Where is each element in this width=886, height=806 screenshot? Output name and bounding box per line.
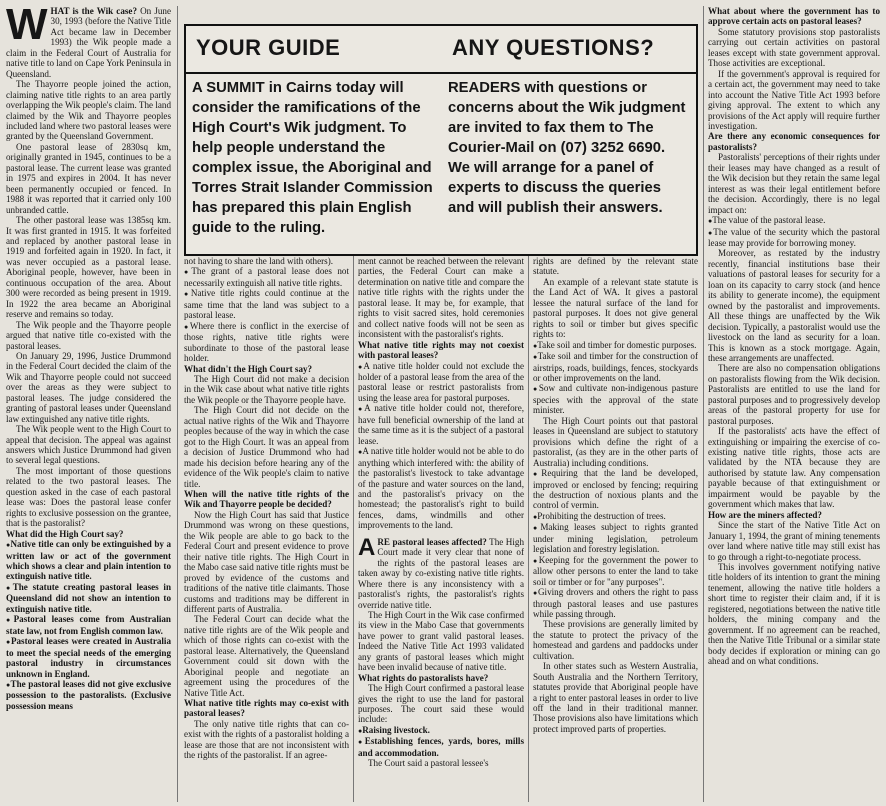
- paragraph: Since the start of the Native Title Act on January 1, 1994, the grant of mining tenements over land where native title may still exist has to go through a right-to-negotiate process.: [708, 520, 880, 562]
- bullet-item: ● Where there is conflict in the exercise of those rights, native title rights were subordinate to those of the pastoral lease holder.: [184, 321, 349, 364]
- bullet-item: ● Prohibiting the destruction of trees.: [533, 511, 698, 522]
- bullet-item: ● The statute creating pastoral leases in Queensland did not show an intention to extinguish native title.: [6, 582, 171, 614]
- paragraph: rights are defined by the relevant state statute.: [533, 256, 698, 277]
- paragraph: The Wik people went to the High Court to appeal that decision. The appeal was against answers which Justice Drummond had given to several legal questions.: [6, 424, 171, 466]
- bullet-item: ● Take soil and timber for the construction of airstrips, roads, buildings, fences, stockyards or other improvements on the land.: [533, 351, 698, 383]
- paragraph: The High Court confirmed a pastoral lease gives the right to use the land for pastoral purposes. The court said these would include:: [358, 683, 524, 725]
- paragraph: Moreover, as restated by the industry recently, financial institutions base their valuations of pastoral leases for security for a loan on its capacity to carry stock (and hence its ability to generate income), the equipment owned by the pastoralist and improvements. All these things are unaffected by the Wik decision. Typically, a pastoralist would use the livestock on the land as security for a loan. This is known as a stock mortgage. Again, these arrangements are unaffected.: [708, 248, 880, 363]
- paragraph: The Court said a pastoral lessee's: [368, 758, 489, 769]
- article-column-3: [358, 256, 524, 804]
- column-divider: [528, 256, 529, 802]
- paragraph: These provisions are generally limited by the statute to protect the privacy of the homestead and gardens and paddocks under cultivation.: [533, 619, 698, 661]
- section-heading: RE pastoral leases affected?: [377, 536, 487, 547]
- column-divider: [177, 6, 178, 802]
- paragraph: This involves government notifying native title holders of its intention to grant the mining tenement, allowing the native title holders a short time to register their claim and, if it is registered, negotiations between the native title holders, the mining company and the government. If no agreement can be reached, then the Native Title Tribunal or a similar state body decides if exploration or mining can go ahead and on what conditions.: [708, 562, 880, 667]
- bullet-item: ● The value of the security which the pastoral lease may provide for borrowing money.: [708, 227, 880, 249]
- guide-lead-text: A SUMMIT in Cairns today will consider the ramifications of the High Court's Wik judgment. To help people understand the complex issue, the Aboriginal and Torres Strait Islander Commission has prepared this plain English guide to the ruling.: [192, 80, 433, 236]
- section-heading: Are there any economic consequences for pastoralists?: [708, 131, 880, 152]
- section-heading: When will the native title rights of the Wik and Thayorre people be decided?: [184, 488, 349, 510]
- bullet-item: ● The grant of a pastoral lease does not necessarily extinguish all native title rights.: [184, 266, 349, 288]
- article-column-4: [533, 256, 698, 804]
- article-column-5: [708, 6, 880, 804]
- heading-rule: [186, 72, 696, 74]
- paragraph: The High Court made it very clear that none of the rights of the pastoral leases are taken away by co-existing native title rights. Where there is any inconsistency with a pastoralist's rights, the pastoralist's rights override native title.: [358, 536, 524, 610]
- section-heading: What did the High Court say?: [6, 528, 124, 539]
- questions-heading: ANY QUESTIONS?: [452, 35, 655, 60]
- paragraph: not having to share the land with others).: [184, 256, 334, 266]
- bullet-item: ● Establishing fences, yards, bores, mills and accommodation.: [358, 736, 524, 758]
- bullet-item: ● Pastoral leases come from Australian state law, not from English common law.: [6, 614, 171, 636]
- section-heading: What rights do pastoralists have?: [358, 672, 489, 683]
- paragraph: The High Court points out that pastoral leases in Queensland are subject to statutory provisions which define the right of a pastoralist, (as they are in the other parts of Australia) including conditions.: [533, 415, 698, 468]
- guide-heading: YOUR GUIDE: [196, 35, 341, 60]
- column-divider: [353, 256, 354, 802]
- article-column-2: [184, 256, 349, 804]
- bullet-item: ● Pastoral leases were created in Australia to meet the special needs of the emerging pastoral industry in circumstances unknown in England.: [6, 636, 171, 679]
- section-heading: What about where the government has to approve certain acts on pastoral leases?: [708, 6, 880, 27]
- bullet-item: ● Making leases subject to rights granted under mining legislation, petroleum legislation and forestry legislation.: [533, 522, 698, 554]
- paragraph: Some statutory provisions stop pastoralists carrying out certain activities on pastoral leases except with state government approval. Those activities are exceptional.: [708, 26, 880, 69]
- paragraph: The most important of those questions related to the two pastoral leases. The question asked in the case of each pastoral lease was: Does the pastoral lease confer rights to exclusive possession on the grantee, that is the pastoralist?: [6, 465, 171, 529]
- paragraph: The High Court in the Wik case confirmed its view in the Mabo Case that governments have power to grant valid pastoral leases. Indeed the Native Title Act 1993 validated any grants of pastoral leases which might have been invalid because of native title.: [358, 609, 524, 673]
- section-heading: What native title rights may not coexist with pastoral leases?: [358, 339, 524, 361]
- article-column-1: [6, 6, 171, 804]
- paragraph: The Federal Court can decide what the native title rights are of the Wik people and which of those rights can co-exist with the pastoral lease. Alternatively, the Queensland Government could sit down with the Aboriginal people and negotiate an agreement using the procedures of the Native Title Act.: [184, 614, 349, 698]
- paragraph: The High Court did not make a decision in the Wik case about what native title rights the Wik people or the Thayorre people have.: [184, 373, 349, 405]
- bullet-item: ● A native title holder could not exclude the holder of a pastoral lease from the area of the pastoral lease or restrict pastoralists from using the lease area for pastoral purposes.: [358, 361, 524, 404]
- paragraph: Pastoralists' perceptions of their rights under their leases may have changed as a result of the Wik decision but they retain the same legal interest as was their legal entitlement before the decision. Accordingly, there is no legal impact on:: [708, 152, 880, 215]
- paragraph: The only native title rights that can co-exist with the rights of a pastoralist holding a lease are those that are not inconsistent with the rights of the pastoralist. If an agree-: [184, 718, 349, 761]
- paragraph: On January 29, 1996, Justice Drummond in the Federal Court decided the claim of the Wik and Thayorre people could not succeed over the areas as they were subject to pastoral leases. The judge considered the granting of pastoral leases under Queensland law extinguished any native title rights.: [6, 350, 171, 424]
- guide-box: [184, 24, 698, 256]
- section-heading: HAT is the Wik case?: [50, 6, 138, 16]
- paragraph: One pastoral lease of 2830sq km, originally granted in 1945, continues to be a pastoral lease. The current lease was granted in 1975 and expires in 2004. It has never been permanently occupied or fenced. In 1988 it was reported that it carried only 100 unbranded cattle.: [6, 141, 171, 215]
- paragraph: ment cannot be reached between the relevant parties, the Federal Court can make a determination on native title and compare the native title rights with the rights under the pastoral lease. It may be, for example, that rights to visit sacred sites, hold ceremonies and collect native foods will not be seen as inconsistent with the pastoralist's rights.: [358, 256, 524, 340]
- questions-lead-text: READERS with questions or concerns about the Wik judgment are invited to fax them to The Courier-Mail on (07) 3252 6690. We will arrange for a panel of experts to discuss the queries and will publish their answers.: [448, 80, 686, 216]
- section-heading: What native title rights may co-exist with pastoral leases?: [184, 698, 349, 719]
- bullet-item: ● Raising livestock.: [358, 725, 524, 736]
- drop-cap-a: A: [358, 533, 376, 561]
- paragraph: The other pastoral lease was 1385sq km. It was first granted in 1915. It was forfeited and replaced by another pastoral lease in 1919 and forfeited again in 1920. In fact, it was never occupied as a pastoral lease. Aboriginal people, however, have been in continuous occupation of the area. About 300 were recorded as being present in 1919. In 1922 the area became an Aboriginal reserve and remains so today.: [6, 215, 171, 320]
- paragraph: The Wik people and the Thayorre people argued that native title co-existed with the pastoral leases.: [6, 319, 171, 351]
- bullet-item: ● A native title holder could not, therefore, have full beneficial ownership of the land at the same time as it is the subject of a pastoral lease.: [358, 403, 524, 446]
- paragraph: An example of a relevant state statute is the Land Act of WA. It gives a pastoral lessee the natural surface of the land for pastoral purposes. It does not give general rights to soil or timber but gives specific rights to:: [533, 276, 698, 340]
- paragraph: If the pastoralists' acts have the effect of extinguishing or impairing the exercise of co-existing native title rights, those acts are validated by the NTA because they are authorised by statute law. Any compensation payable because of that extinguishment or impairment would be payable by the government which makes that law.: [708, 426, 880, 510]
- bullet-item: ● A native title holder would not be able to do anything which interfered with: the ability of the pastoralist's livestock to take advantage of the pasture and water sources on the land, and the pastoralist's privacy on the homestead; the pastoralist's right to build fences, dams, windmills and other improvements to the land.: [358, 446, 524, 531]
- paragraph: The Thayorre people joined the action, claiming native title rights to an area partly overlapping the Wik people's claim. The land claimed by the Wik and Thayorre peoples included land where two pastoral leases were granted by the Queensland Government.: [6, 79, 171, 142]
- section-heading: What didn't the High Court say?: [184, 363, 313, 374]
- paragraph: In other states such as Western Australia, South Australia and the Northern Territory, statutes provide that Aboriginal people have a right to enter pastoral leases in order to live off the land in their traditional manner. Those provisions also have limitations which protect improved parts of properties.: [533, 661, 698, 734]
- drop-cap-w: W: [6, 6, 48, 49]
- bullet-item: ● Requiring that the land be developed, improved or enclosed by fencing; requiring the destruction of noxious plants and the control of vermin.: [533, 468, 698, 511]
- paragraph: On June 30, 1993 (before the Native Title Act became law in December 1993) the Wik people made a claim in the Federal Court of Australia for native title to land on Cape York Peninsula in Queensland.: [6, 6, 171, 79]
- bullet-item: ● Keeping for the government the power to allow other persons to enter the land to take soil or timber or for "any purposes".: [533, 555, 698, 587]
- bullet-item: ● Sow and cultivate non-indigenous pasture species with the approval of the state minister.: [533, 383, 698, 415]
- column-divider: [703, 6, 704, 802]
- section-heading: How are the miners affected?: [708, 509, 822, 520]
- bullet-item: ● Take soil and timber for domestic purposes.: [533, 340, 698, 351]
- paragraph: If the government's approval is required for a certain act, the government may need to take into account the Native Title Act 1993 before giving approval. The extent to which any provisions of the Act apply will require further investigation.: [708, 68, 880, 131]
- bullet-item: ● The value of the pastoral lease.: [708, 215, 880, 226]
- bullet-item: ● Native title can only be extinguished by a written law or act of the government which shows a clear and plain intention to extinguish native title.: [6, 539, 171, 582]
- bullet-item: ● Giving drovers and others the right to pass through pastoral leases and use pastures while passing through.: [533, 587, 698, 619]
- bullet-item: ● Native title rights could continue at the same time that the land was subject to a pastoral lease.: [184, 288, 349, 320]
- paragraph: Now the High Court has said that Justice Drummond was wrong on these questions, the Wik people are able to go back to the Federal Court and present evidence to prove their native title rights. The High Court in the Mabo case said native title rights must be proved by evidence of the customs and traditions of the native title claimants. Those customs and traditions may be different in different parts of Australia.: [184, 509, 349, 614]
- paragraph: There are also no compensation obligations on pastoralists flowing from the Wik decision. Pastoralists are entitled to use the land for pastoral purposes and to progressively develop areas of the pastoral property for use for pastoral purposes.: [708, 363, 880, 426]
- bullet-item: ● The pastoral leases did not give exclusive possession to the pastoralists. (Exclusive possession means: [6, 679, 171, 711]
- paragraph: The High Court did not decide on the actual native rights of the Wik and Thayorre peoples because of the way in which the case got to the High Court. It was an appeal from a decision of Justice Drummond who had made his decision before hearing any of the evidence of the Wik people's claim to native title.: [184, 405, 349, 489]
